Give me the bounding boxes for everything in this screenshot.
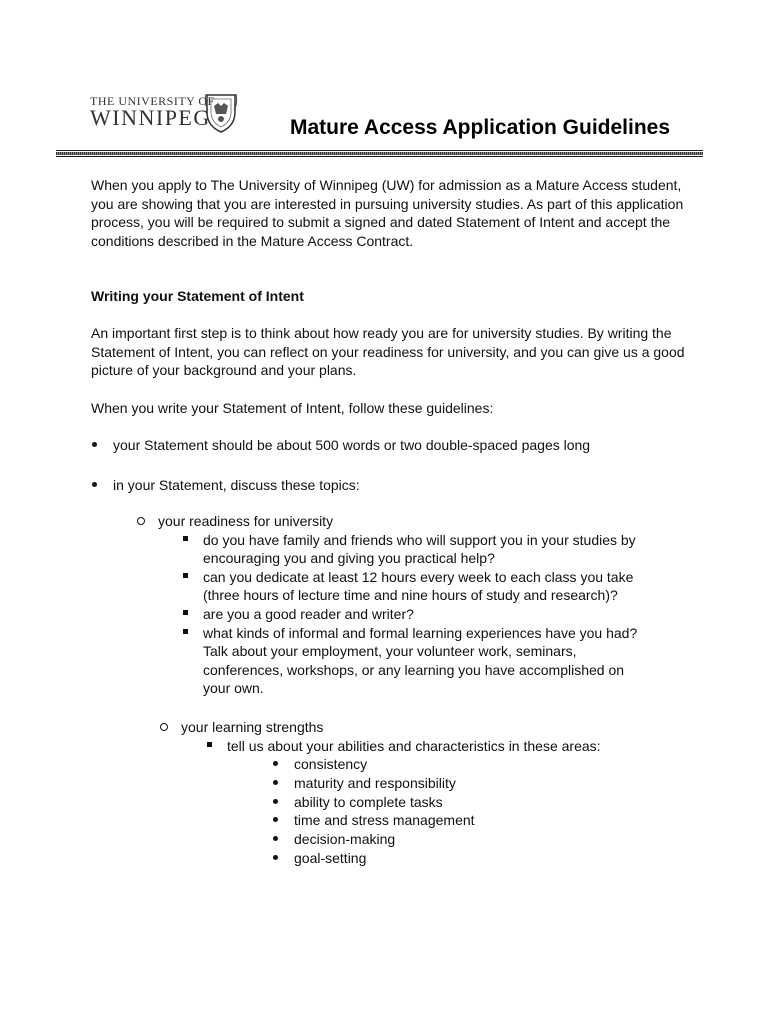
strength-area: ability to complete tasks [294, 794, 443, 810]
sub-bullet-marker [137, 517, 145, 525]
readiness-item-line: (three hours of lecture time and nine hours of study and research)? [203, 587, 618, 603]
bullet-marker [273, 855, 278, 860]
readiness-item-line: conferences, workshops, or any learning you have accomplished on [203, 662, 625, 678]
readiness-item-line: are you a good reader and writer? [203, 606, 414, 622]
readiness-item-line: what kinds of informal and formal learning experiences have you had? [203, 625, 638, 641]
bullet-marker [273, 780, 278, 785]
square-bullet-marker [183, 629, 188, 634]
logo-text-big: WINNIPEG [90, 105, 211, 130]
page-title: Mature Access Application Guidelines [290, 116, 671, 139]
readiness-item-line: can you dedicate at least 12 hours every week to each class you take [203, 569, 634, 585]
strengths-item: tell us about your abilities and characteristics in these areas: [227, 738, 601, 754]
strength-area: time and stress management [294, 812, 475, 828]
paragraph-guidelines: When you write your Statement of Intent, follow these guidelines: [91, 400, 494, 416]
intro-paragraph: When you apply to The University of Winnipeg (UW) for admission as a Mature Access student, you are showing that you are interested in pursuing university studies. As part of this application process, you will be required to submit a signed and dated Statement of Intent and accept the conditions described in the Mature Access Contract. [91, 177, 684, 249]
strength-area: maturity and responsibility [294, 775, 456, 791]
bullet-marker [273, 799, 278, 804]
bullet-marker [273, 817, 278, 822]
sub-bullet-marker [160, 723, 168, 731]
sub-bullet-strengths: your learning strengths [181, 719, 324, 735]
square-bullet-marker [183, 536, 188, 541]
bullet-item: in your Statement, discuss these topics: [113, 477, 360, 493]
square-bullet-marker [183, 573, 188, 578]
bullet-item: your Statement should be about 500 words or two double-spaced pages long [113, 437, 591, 453]
header-divider [56, 150, 703, 158]
bullet-marker [92, 482, 97, 487]
strength-area: decision-making [294, 831, 396, 847]
sub-bullet-readiness: your readiness for university [158, 513, 334, 529]
bullet-marker [273, 836, 278, 841]
crest-icon [204, 92, 238, 134]
readiness-item-line: Talk about your employment, your volunteer work, seminars, [203, 643, 577, 659]
bullet-marker [273, 761, 278, 766]
strength-area: goal-setting [294, 850, 367, 866]
strength-area: consistency [294, 756, 368, 772]
paragraph-readiness: An important first step is to think about how ready you are for university studies. By writing the Statement of Intent, you can reflect on your readiness for university, and you can give us a good picture of your background and your plans. [91, 325, 685, 378]
square-bullet-marker [183, 610, 188, 615]
university-logo [90, 92, 240, 138]
logo-text-small: THE UNIVERSITY OF [90, 94, 215, 108]
section-heading: Writing your Statement of Intent [91, 288, 304, 304]
readiness-item-line: your own. [203, 680, 264, 696]
readiness-item-line: do you have family and friends who will support you in your studies by [203, 532, 636, 548]
bullet-marker [92, 442, 97, 447]
readiness-item-line: encouraging you and giving you practical help? [203, 550, 495, 566]
square-bullet-marker [207, 742, 212, 747]
